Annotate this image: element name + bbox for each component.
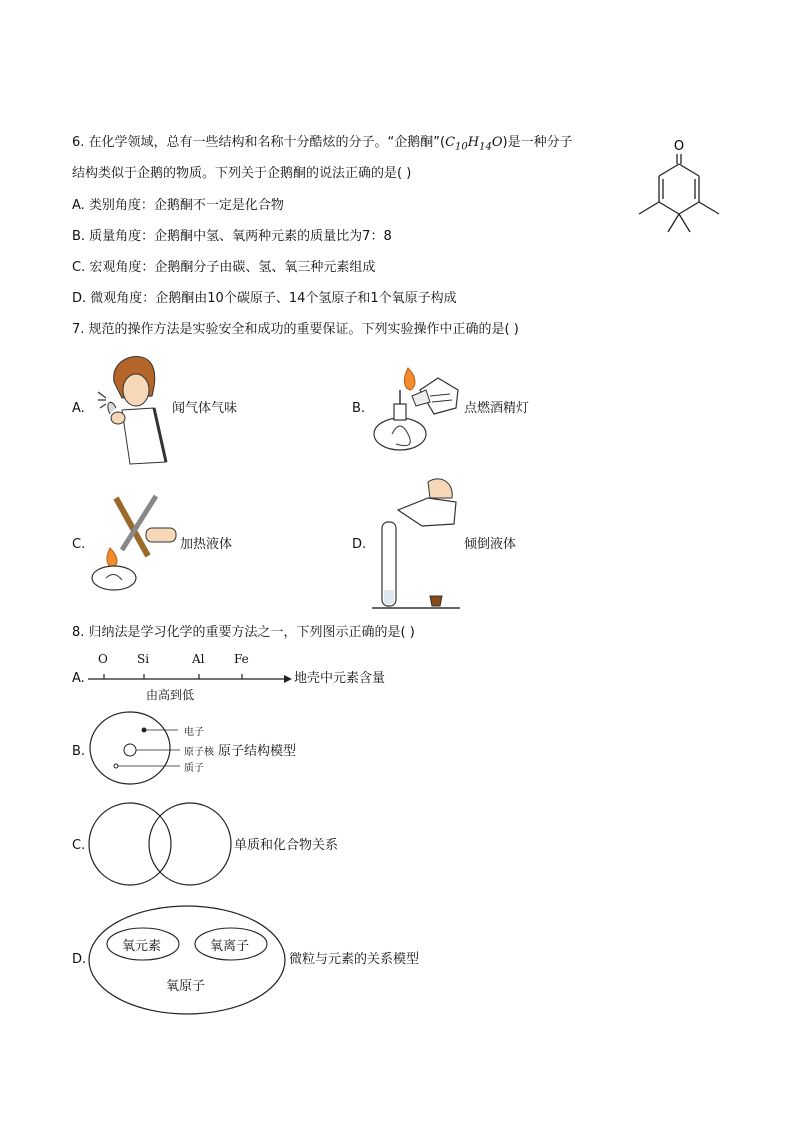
proton-label: 质子 (184, 763, 204, 774)
heat-liquid-illustration (88, 490, 180, 594)
q7-option-d-letter[interactable]: D. (352, 537, 367, 552)
q8-option-c-letter[interactable]: C. (72, 838, 86, 853)
q6-option-a[interactable]: A. 类别角度：企鹅酮不一定是化合物 (72, 198, 284, 213)
light-alcohol-lamp-illustration (368, 360, 464, 456)
q8-option-b-caption: 原子结构模型 (218, 744, 297, 759)
q7-option-a-caption: 闻气体气味 (172, 401, 238, 416)
q8-option-a-caption: 地壳中元素含量 (294, 671, 386, 686)
q8-option-b-letter[interactable]: B. (72, 744, 86, 759)
q6-option-b[interactable]: B. 质量角度：企鹅酮中氢、氧两种元素的质量比为7：8 (72, 229, 392, 244)
venn-diagram (88, 800, 234, 888)
q7-stem: 7. 规范的操作方法是实验安全和成功的重要保证。下列实验操作中正确的是( ) (72, 322, 519, 337)
q7-option-a-letter[interactable]: A. (72, 401, 85, 416)
order-label: 由高到低 (146, 688, 195, 702)
q6-option-c[interactable]: C. 宏观角度：企鹅酮分子由碳、氢、氧三种元素组成 (72, 260, 376, 275)
q6-stem-line2: 结构类似于企鹅的物质。下列关于企鹅酮的说法正确的是( ) (72, 166, 412, 181)
pour-liquid-illustration (368, 472, 464, 612)
oxygen-ion-label: 氧离子 (210, 939, 250, 954)
nucleus-label: 原子核 (184, 747, 214, 758)
element-label-si: Si (137, 652, 150, 666)
q7-option-c-caption: 加热液体 (180, 537, 233, 552)
element-label-fe: Fe (234, 652, 249, 666)
particle-element-diagram (88, 904, 288, 1016)
element-label-al: Al (192, 652, 205, 666)
q8-stem: 8. 归纳法是学习化学的重要方法之一，下列图示正确的是( ) (72, 625, 415, 640)
q8-option-d-caption: 微粒与元素的关系模型 (289, 952, 420, 967)
chemical-formula: $C_{10}H_{14}O$ (445, 135, 503, 153)
q8-option-d-letter[interactable]: D. (72, 952, 87, 967)
smell-gas-illustration (92, 350, 172, 468)
element-order-arrow (88, 672, 294, 686)
q8-option-a-letter[interactable]: A. (72, 671, 85, 686)
element-label-o: O (98, 652, 108, 666)
q7-option-d-caption: 倾倒液体 (464, 537, 517, 552)
q6-option-d[interactable]: D. 微观角度：企鹅酮由10个碳原子、14个氢原子和1个氧原子构成 (72, 291, 457, 306)
q7-option-b-letter[interactable]: B. (352, 401, 366, 416)
oxygen-atom-label: 氧原子 (166, 979, 206, 994)
q7-option-c-letter[interactable]: C. (72, 537, 86, 552)
q6-stem-line1: 6. 在化学领域，总有一些结构和名称十分酷炫的分子。“企鹅酮$”(C_{10}H_{14}O)$是一种分子 (72, 135, 573, 153)
q8-option-c-caption: 单质和化合物关系 (234, 838, 339, 853)
oxygen-atom-label: O (673, 139, 685, 154)
q7-option-b-caption: 点燃酒精灯 (464, 401, 530, 416)
electron-label: 电子 (184, 727, 204, 738)
penguinone-structure-diagram (630, 136, 725, 236)
oxygen-element-label: 氧元素 (122, 939, 162, 954)
